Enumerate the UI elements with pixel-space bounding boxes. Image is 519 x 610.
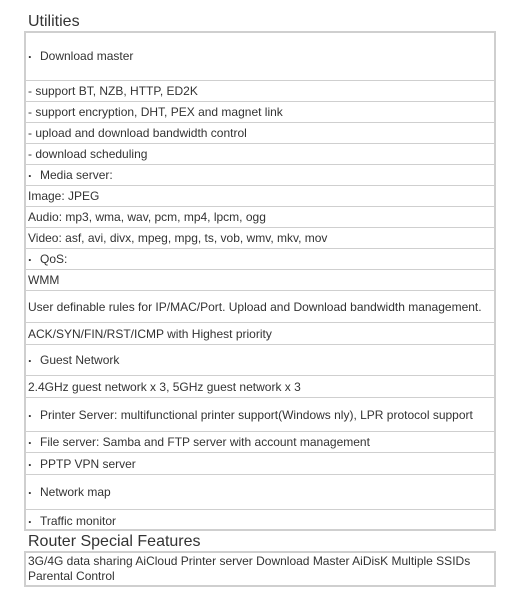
utilities-row	[26, 123, 494, 144]
utilities-row	[26, 228, 494, 249]
utilities-row	[26, 398, 494, 432]
utilities-row-text: QoS:	[40, 252, 68, 266]
bullet-marker: .	[28, 482, 32, 497]
utilities-row-text: User definable rules for IP/MAC/Port. Upload and Download bandwidth management.	[28, 299, 482, 314]
utilities-row-text: - support BT, NZB, HTTP, ED2K	[28, 84, 198, 98]
utilities-row-text: Video: asf, avi, divx, mpeg, mpg, ts, vob, wmv, mkv, mov	[28, 231, 328, 245]
utilities-row-text: Audio: mp3, wma, wav, pcm, mp4, lpcm, ogg	[28, 210, 266, 224]
router-special-features-heading: Router Special Features	[28, 533, 201, 550]
utilities-row	[26, 453, 494, 475]
utilities-row	[26, 186, 494, 207]
utilities-row	[26, 323, 494, 345]
utilities-row	[26, 475, 494, 510]
utilities-row	[26, 249, 494, 270]
bullet-marker: .	[28, 350, 32, 365]
utilities-row-text: 2.4GHz guest network x 3, 5GHz guest network x 3	[28, 379, 301, 394]
bullet-marker: .	[28, 249, 32, 264]
utilities-row-text: Image: JPEG	[28, 189, 100, 203]
utilities-row	[26, 376, 494, 398]
utilities-heading: Utilities	[28, 13, 80, 30]
utilities-row	[26, 345, 494, 376]
utilities-row-text: - download scheduling	[28, 147, 148, 161]
bullet-marker: .	[28, 165, 32, 180]
utilities-row	[26, 510, 494, 531]
utilities-row	[26, 31, 494, 81]
utilities-row-text: - support encryption, DHT, PEX and magnet link	[28, 105, 283, 119]
utilities-table	[24, 31, 496, 531]
bullet-marker: .	[28, 404, 32, 420]
utilities-row-text: Media server:	[40, 168, 113, 182]
utilities-row	[26, 102, 494, 123]
utilities-row-text: Network map	[40, 485, 111, 499]
bullet-marker: .	[28, 453, 32, 469]
utilities-row	[26, 291, 494, 323]
utilities-row	[26, 165, 494, 186]
utilities-row-text: File server: Samba and FTP server with account management	[40, 435, 370, 449]
bullet-marker: .	[28, 432, 32, 447]
bullet-marker: .	[28, 510, 32, 526]
bullet-marker: .	[28, 45, 32, 61]
utilities-row	[26, 207, 494, 228]
utilities-row	[26, 81, 494, 102]
utilities-row	[26, 144, 494, 165]
utilities-row-text: Guest Network	[40, 353, 120, 367]
utilities-row-text: PPTP VPN server	[40, 456, 136, 471]
utilities-row	[26, 432, 494, 453]
utilities-row	[26, 270, 494, 291]
utilities-row-text: Printer Server: multifunctional printer support(Windows nly), LPR protocol support	[40, 407, 473, 422]
utilities-row-text: Download master	[40, 48, 134, 63]
utilities-row-text: Traffic monitor	[40, 513, 117, 528]
utilities-row-text: ACK/SYN/FIN/RST/ICMP with Highest priority	[28, 326, 272, 341]
utilities-row-text: WMM	[28, 273, 60, 287]
router-special-features-text: 3G/4G data sharing AiCloud Printer server Download Master AiDisK Multiple SSIDs Parental Control	[24, 551, 496, 587]
utilities-row-text: - upload and download bandwidth control	[28, 126, 247, 140]
